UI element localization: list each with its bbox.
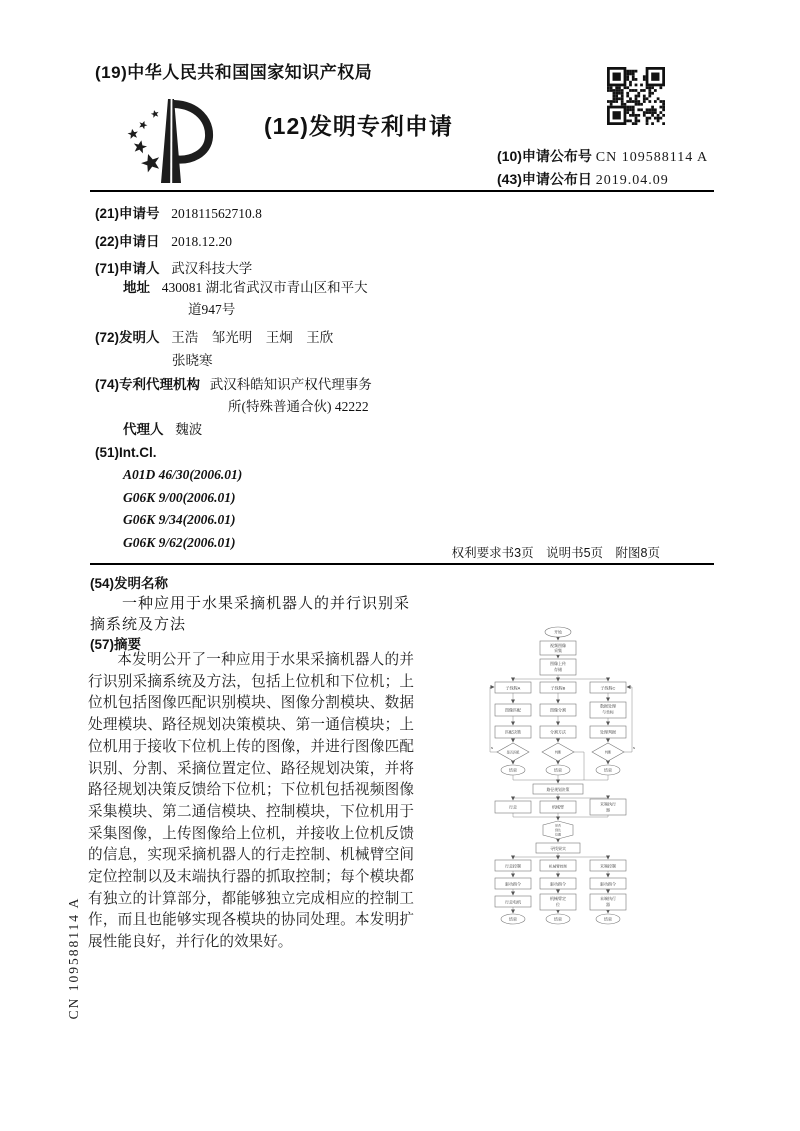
abstract-text: 本发明公开了一种应用于水果采摘机器人的并行识别采摘系统及方法，包括上位机和下位机；上位机包括图像匹配识别模块、图像分割模块、数据处理模块、路径规划决策模块、第一通信模块；上位机用于接收下位机上传的图像，并进行图像匹配识别、分割、采摘位置定位、路径规划决策，并将路径规划决策反馈给下位机；下位机包括视频图像采集模块、第二通信模块、控制模块，下位机用于采集图像，上传图像给上位机，并接收上位机反馈的信息，实现采摘机器人的行走控制、机械臂空间定位控制以及末端执行器的抓取控制；每个模块都有独立的计算部分，都能够独立完成相应的控制工作，而且也能够实现各模块的协同处理。本发明扩展性能良好，并行化的效果好。 <box>88 652 414 951</box>
inventors-line2: 张晓寒 <box>172 353 213 368</box>
intcl-item: G06K 9/00(2006.01) <box>123 490 236 505</box>
flowchart-node-label: 寻找果实 <box>550 845 566 851</box>
flowchart-node-label: 是否 <box>554 823 562 828</box>
inventors-label: (72)发明人 <box>95 330 160 345</box>
intcl-item: G06K 9/34(2006.01) <box>123 512 236 527</box>
application-number-row <box>95 202 262 222</box>
flowchart-node-label: 处理判据 <box>600 729 616 735</box>
abstract-section-label: (57)摘要 <box>90 637 142 652</box>
address-label: 地址 <box>123 280 150 295</box>
flowchart-node-label: 器 <box>606 901 610 907</box>
flowchart-node-label: 结束 <box>509 767 517 773</box>
biblio-divider <box>90 563 714 565</box>
title-section-label: (54)发明名称 <box>90 576 169 591</box>
flowchart-node-label: 子线程A <box>505 685 521 691</box>
agency-label: (74)专利代理机构 <box>95 377 201 392</box>
cnipa-logo-icon <box>112 96 227 191</box>
qr-code <box>607 67 665 125</box>
flowchart-node-label: 机械臂控制 <box>549 864 567 869</box>
intcl-label: (51)Int.Cl. <box>95 445 157 460</box>
header-divider <box>90 190 714 192</box>
address-value-line1: 430081 湖北省武汉市青山区和平大 <box>161 280 368 295</box>
invention-title-line2: 摘系统及方法 <box>90 617 187 633</box>
flowchart-node-label: 是否匹配 <box>506 750 520 755</box>
application-number-value: 201811562710.8 <box>171 206 262 221</box>
flowchart-node-label: 驱动指令 <box>505 881 521 887</box>
flowchart-node-label: 驱动指令 <box>550 881 566 887</box>
applicant-label: (71)申请人 <box>95 261 160 276</box>
flowchart-node-label: 机械臂定 <box>550 895 566 901</box>
flowchart-node-label: 子线程B <box>550 685 566 691</box>
flowchart-node-label: 判断 <box>554 750 562 755</box>
flowchart-node-label: 图像分割 <box>550 707 566 713</box>
flowchart-node-label: 结束 <box>509 916 517 922</box>
flowchart-node-label: 行走 <box>509 804 517 810</box>
publication-date-value: 2019.04.09 <box>595 173 669 188</box>
flowchart-node-label: 末端执行 <box>600 801 616 807</box>
applicant-value: 武汉科技大学 <box>171 261 253 276</box>
flowchart-node-label: 位置 <box>554 832 562 837</box>
flowchart-node-label: 器 <box>606 807 610 813</box>
flowchart-node-label: 存储 <box>554 667 562 672</box>
agent-value: 魏波 <box>175 422 203 437</box>
flowchart-node-label: 行走控制 <box>505 863 521 869</box>
flowchart-node-label: 分割方法 <box>550 729 566 735</box>
flowchart-node-label: 位 <box>556 901 560 907</box>
application-number-label: (21)申请号 <box>95 206 160 221</box>
flowchart-edge-label: N <box>632 746 636 750</box>
flowchart-node-label: 路径规划决策 <box>546 787 570 792</box>
document-type-title: (12)发明专利申请 <box>264 113 453 139</box>
publication-number-row <box>497 146 708 166</box>
application-date-label: (22)申请日 <box>95 234 160 249</box>
flowchart-node-label: 视频图像 <box>550 642 566 648</box>
flowchart-node-label: 数据处理 <box>600 703 616 709</box>
publication-date-row <box>497 169 669 189</box>
flowchart-node-label: 图像匹配 <box>505 707 521 713</box>
flowchart-node-label: 开始 <box>554 629 562 635</box>
application-date-row <box>95 230 232 250</box>
flowchart-node-label: 末端执行 <box>600 895 616 901</box>
flowchart-node-label: 机械臂 <box>552 804 564 810</box>
flowchart-node-label: 与坐标 <box>602 709 614 715</box>
intcl-item: A01D 46/30(2006.01) <box>123 467 243 482</box>
flowchart-node-label: 结束 <box>554 916 562 922</box>
address-value-line2: 道947号 <box>188 302 236 317</box>
flowchart-node-label: 匹配决策 <box>505 729 521 735</box>
applicant-row <box>95 257 252 277</box>
publication-date-label: (43)申请公布日 <box>497 171 592 187</box>
inventors-line1: 王浩 邹光明 王炯 王欣 <box>171 330 334 345</box>
agent-row <box>123 418 202 438</box>
flowchart-node-label: 驱动指令 <box>600 881 616 887</box>
agency-row <box>95 373 372 393</box>
application-date-value: 2018.12.20 <box>171 234 233 249</box>
flowchart-node-label: 图像上传 <box>550 661 566 666</box>
flowchart-node-label: 结束 <box>554 767 562 773</box>
invention-title-line1: 一种应用于水果采摘机器人的并行识别采 <box>122 596 411 612</box>
flowchart-node-label: 结束 <box>604 767 612 773</box>
pages-info: 权利要求书3页 说明书5页 附图8页 <box>451 546 660 560</box>
abstract-flowchart-figure <box>486 626 646 928</box>
agency-line2: 所(特殊普通合伙) 42222 <box>228 399 369 414</box>
flowchart-node-label: 判断 <box>604 750 612 755</box>
publication-number-label: (10)申请公布号 <box>497 148 592 164</box>
flowchart-node-label: 末端控制 <box>600 863 616 869</box>
intcl-item: G06K 9/62(2006.01) <box>123 535 236 550</box>
flowchart-node-label: 子线程C <box>600 685 616 691</box>
publication-number-value: CN 109588114 A <box>595 150 709 165</box>
agency-line1: 武汉科皓知识产权代理事务 <box>209 377 372 392</box>
agent-label: 代理人 <box>123 422 164 437</box>
flowchart-edge-label: N <box>490 746 494 750</box>
flowchart-node-label: 到达 <box>554 827 562 832</box>
inventors-row <box>95 326 333 346</box>
document-id-vertical: CN 109588114 A <box>66 896 81 1020</box>
flowchart-node-label: 行走电机 <box>505 899 521 905</box>
flowchart-node-label: 采集 <box>554 648 562 653</box>
address-row <box>123 276 368 296</box>
flowchart-node-label: 结束 <box>604 916 612 922</box>
office-name: (19)中华人民共和国国家知识产权局 <box>95 63 373 82</box>
